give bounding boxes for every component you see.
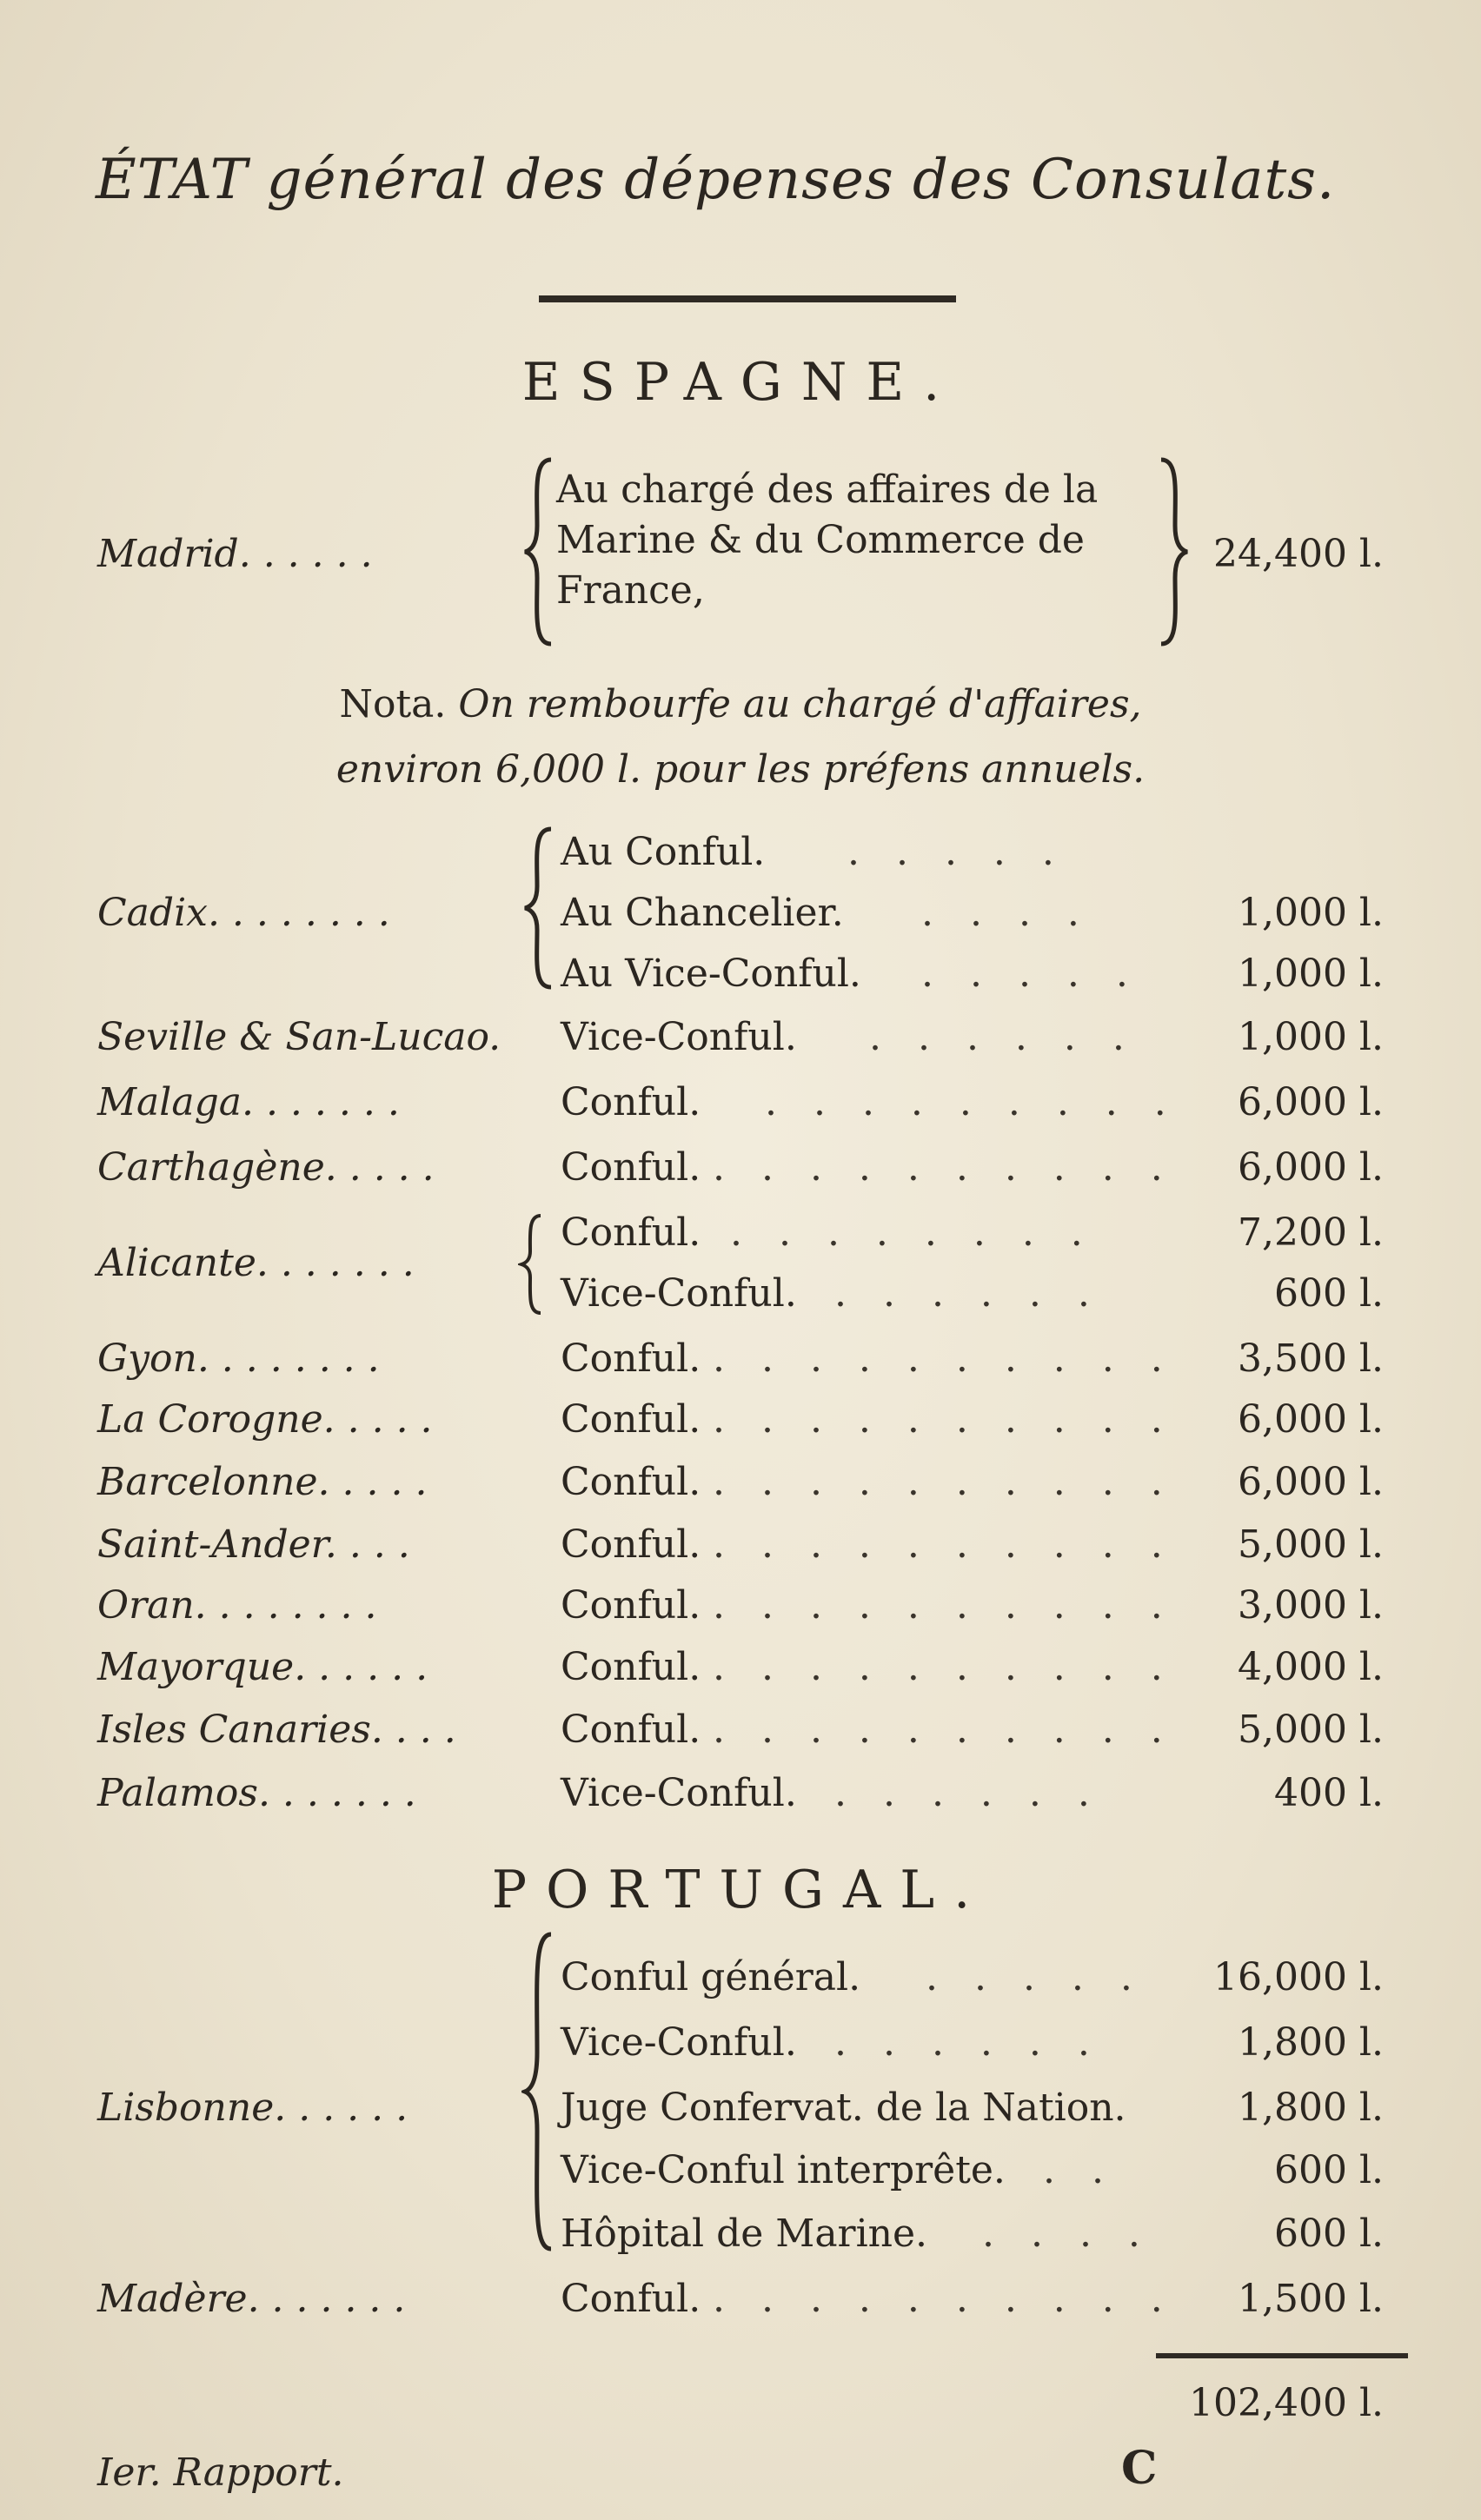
dots-saint-ander: . . . . . . . . . . (713, 1522, 1175, 1567)
amount-carthagene: 6,000 l. (1237, 1145, 1384, 1190)
amount-cadix-3: 1,000 l. (1237, 952, 1384, 996)
place-saint-ander: Saint-Ander. . . . (97, 1522, 410, 1567)
item-carthagene: Conful. (561, 1145, 701, 1190)
dots-corogne: . . . . . . . . . . (713, 1397, 1175, 1442)
place-palamos: Palamos. . . . . . . (97, 1771, 416, 1815)
alicante-item-1: Conful. (561, 1210, 701, 1255)
nota-line-2: environ 6,000 l. pour les préfens annuels. (335, 747, 1146, 792)
title-rule (539, 295, 956, 302)
section-espagne: ESPAGNE. (521, 352, 960, 413)
amount-madere: 1,500 l. (1237, 2277, 1384, 2321)
madrid-line-1: Au chargé des affaires de la (556, 468, 1099, 512)
dots-seville: . . . . . . (869, 1015, 1137, 1059)
amount-madrid: 24,400 l. (1212, 532, 1384, 576)
place-barcelonne: Barcelonne. . . . . (97, 1460, 428, 1504)
amount-lisbonne-3: 1,800 l. (1237, 2086, 1384, 2130)
cadix-item-1: Au Conful. (561, 830, 766, 874)
madrid-description (556, 465, 1098, 616)
dots-madere: . . . . . . . . . . (713, 2277, 1175, 2321)
item-seville: Vice-Conful. (561, 1015, 797, 1059)
dots-oran: . . . . . . . . . . (713, 1583, 1175, 1628)
amount-lisbonne-4: 600 l. (1273, 2148, 1384, 2192)
place-madrid: Madrid. . . . . . (97, 532, 373, 576)
dots-lisbonne-2: . . . . . . (834, 2020, 1102, 2065)
lisbonne-item-4: Vice-Conful interprête. (561, 2148, 1006, 2192)
amount-alicante-1: 7,200 l. (1237, 1210, 1384, 1255)
place-cadix: Cadix. . . . . . . . (97, 891, 390, 935)
dots-alicante-1: . . . . . . . . (730, 1210, 1095, 1255)
nota-label: Nota. (339, 682, 447, 726)
place-corogne: La Corogne. . . . . (97, 1397, 433, 1442)
brace-cadix (521, 826, 556, 991)
place-madere: Madère. . . . . . . (97, 2277, 406, 2321)
amount-cadix-2: 1,000 l. (1237, 891, 1384, 935)
amount-lisbonne-5: 600 l. (1273, 2212, 1384, 2256)
item-saint-ander: Conful. (561, 1522, 701, 1567)
cadix-item-2: Au Chancelier. (561, 891, 844, 935)
item-malaga: Conful. (561, 1080, 701, 1124)
dots-cadix-2: . . . . (921, 891, 1092, 935)
dots-cadix-3: . . . . . (921, 952, 1140, 996)
place-mayorque: Mayorque. . . . . . (97, 1645, 428, 1689)
item-palamos: Vice-Conful. (561, 1771, 797, 1815)
place-oran: Oran. . . . . . . . (97, 1583, 377, 1628)
section-portugal: PORTUGAL. (491, 1860, 990, 1920)
amount-gyon: 3,500 l. (1237, 1336, 1384, 1381)
lisbonne-item-2: Vice-Conful. (561, 2020, 797, 2065)
item-mayorque: Conful. (561, 1645, 701, 1689)
item-corogne: Conful. (561, 1397, 701, 1442)
dots-palamos: . . . . . . (834, 1771, 1102, 1815)
amount-oran: 3,000 l. (1237, 1583, 1384, 1628)
lisbonne-item-5: Hôpital de Marine. (561, 2212, 928, 2256)
dots-lisbonne-1: . . . . . (926, 1955, 1145, 1999)
place-seville: Seville & San-Lucao. (97, 1015, 501, 1059)
amount-mayorque: 4,000 l. (1237, 1645, 1384, 1689)
amount-lisbonne-2: 1,800 l. (1237, 2020, 1384, 2065)
item-barcelonne: Conful. (561, 1460, 701, 1504)
nota-line-1 (0, 682, 1481, 726)
madrid-line-3: France, (556, 568, 705, 613)
footer-signature: Ier. Rapport. (97, 2450, 344, 2495)
brace-lisbonne (521, 1931, 556, 2252)
dots-alicante-2: . . . . . . (834, 1271, 1102, 1316)
item-madere: Conful. (561, 2277, 701, 2321)
nota-text-1: On rembourfe au chargé d'affaires, (458, 682, 1142, 726)
place-alicante: Alicante. . . . . . . (97, 1241, 415, 1285)
place-gyon: Gyon. . . . . . . . (97, 1336, 380, 1381)
amount-seville: 1,000 l. (1237, 1015, 1384, 1059)
dots-cadix-1: . . . . . (847, 830, 1066, 874)
amount-corogne: 6,000 l. (1237, 1397, 1384, 1442)
amount-palamos: 400 l. (1273, 1771, 1384, 1815)
total-rule (1156, 2353, 1408, 2358)
amount-lisbonne-1: 16,000 l. (1212, 1955, 1384, 1999)
dots-barcelonne: . . . . . . . . . . (713, 1460, 1175, 1504)
amount-alicante-2: 600 l. (1273, 1271, 1384, 1316)
dots-gyon: . . . . . . . . . . (713, 1336, 1175, 1381)
dots-mayorque: . . . . . . . . . . (713, 1645, 1175, 1689)
item-isles-canaries: Conful. (561, 1708, 701, 1752)
amount-isles-canaries: 5,000 l. (1237, 1708, 1384, 1752)
dots-malaga: . . . . . . . . . (765, 1080, 1179, 1124)
dots-isles-canaries: . . . . . . . . . . (713, 1708, 1175, 1752)
page-title: ÉTAT général des dépenses des Consulats. (96, 148, 1336, 212)
item-oran: Conful. (561, 1583, 701, 1628)
dots-lisbonne-4: . . (1043, 2148, 1116, 2192)
place-lisbonne: Lisbonne. . . . . . (97, 2086, 408, 2130)
item-gyon: Conful. (561, 1336, 701, 1381)
amount-saint-ander: 5,000 l. (1237, 1522, 1384, 1567)
left-brace-madrid (521, 456, 556, 647)
dots-lisbonne-5: . . . . (982, 2212, 1152, 2256)
right-brace-madrid (1156, 456, 1191, 647)
place-isles-canaries: Isles Canaries. . . . (97, 1708, 456, 1752)
footer-signature-letter: C (1121, 2442, 1158, 2495)
lisbonne-item-1: Conful général. (561, 1955, 861, 1999)
place-carthagene: Carthagène. . . . . (97, 1145, 435, 1190)
amount-malaga: 6,000 l. (1237, 1080, 1384, 1124)
total-amount: 102,400 l. (1189, 2381, 1384, 2425)
dots-carthagene: . . . . . . . . . . (713, 1145, 1175, 1190)
amount-barcelonne: 6,000 l. (1237, 1460, 1384, 1504)
alicante-item-2: Vice-Conful. (561, 1271, 797, 1316)
madrid-line-2: Marine & du Commerce de (556, 518, 1085, 562)
cadix-item-3: Au Vice-Conful. (561, 952, 861, 996)
brace-alicante (518, 1212, 544, 1316)
place-malaga: Malaga. . . . . . . (97, 1080, 400, 1124)
lisbonne-item-3: Juge Confervat. de la Nation. (561, 2086, 1126, 2130)
